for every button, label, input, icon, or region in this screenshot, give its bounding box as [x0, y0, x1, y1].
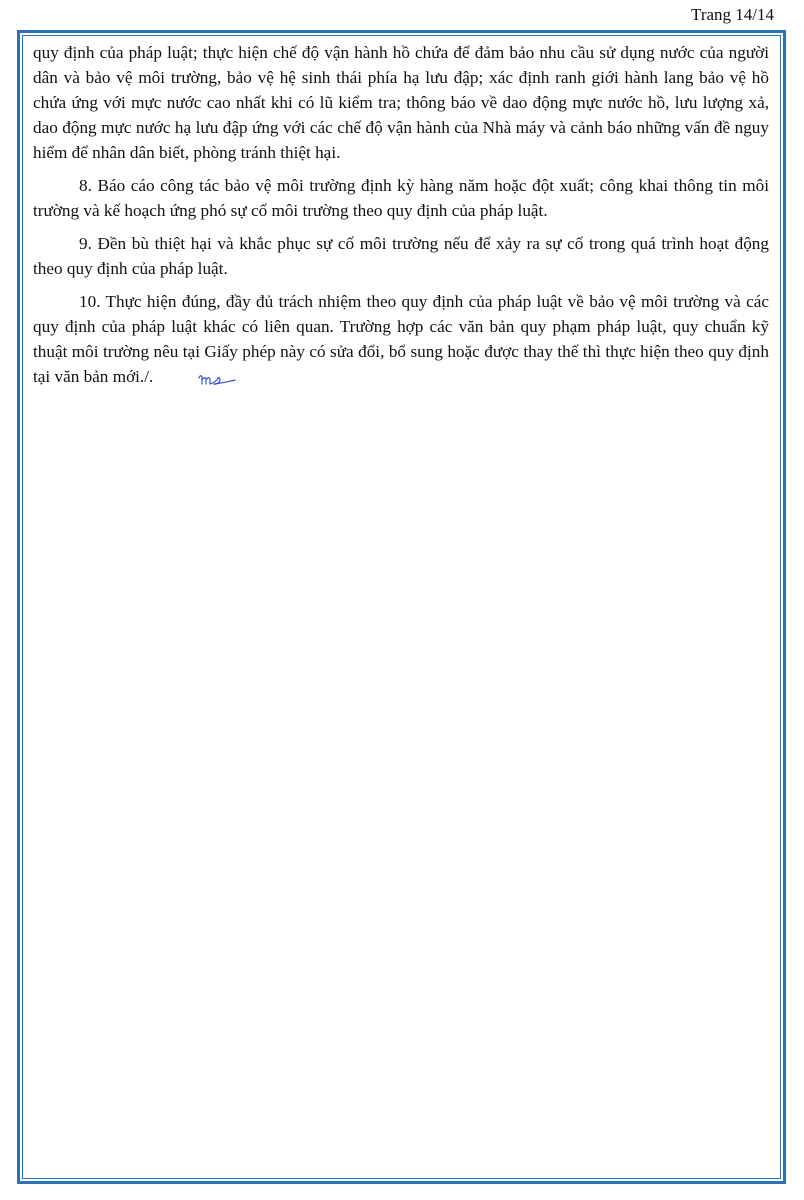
- paragraph-item-10-text: 10. Thực hiện đúng, đầy đủ trách nhiệm theo quy định của pháp luật về bảo vệ môi trường và các quy định của pháp luật khác có liên quan. Trường hợp các văn bản quy phạm pháp luật, quy chuẩn kỹ thuật môi trường nêu tại Giấy phép này có sửa đổi, bổ sung hoặc được thay thế thì thực hiện theo quy định tại văn bản mới./.: [33, 292, 769, 386]
- paragraph-continuation: quy định của pháp luật; thực hiện chế độ vận hành hồ chứa để đảm bảo nhu cầu sử dụng nước của người dân và bảo vệ môi trường, bảo vệ hệ sinh thái phía hạ lưu đập; xác định ranh giới hành lang bảo vệ hồ chứa ứng với mực nước cao nhất khi có lũ kiểm tra; thông báo về dao động mực nước hồ, lưu lượng xả, dao động mực nước hạ lưu đập ứng với các chế độ vận hành của Nhà máy và cảnh báo những vấn đề nguy hiểm để nhân dân biết, phòng tránh thiệt hại.: [33, 43, 769, 162]
- paragraph-item-10: [33, 289, 769, 395]
- paragraph-item-8: 8. Báo cáo công tác bảo vệ môi trường định kỳ hàng năm hoặc đột xuất; công khai thông tin môi trường và kế hoạch ứng phó sự cố môi trường theo quy định của pháp luật.: [33, 176, 769, 220]
- document-body: [33, 40, 769, 395]
- paragraph-item-9: 9. Đền bù thiệt hại và khắc phục sự cố môi trường nếu để xảy ra sự cố trong quá trình hoạt động theo quy định của pháp luật.: [33, 234, 769, 278]
- handwritten-initial-mark: [151, 370, 239, 395]
- page-number: Trang 14/14: [691, 5, 774, 24]
